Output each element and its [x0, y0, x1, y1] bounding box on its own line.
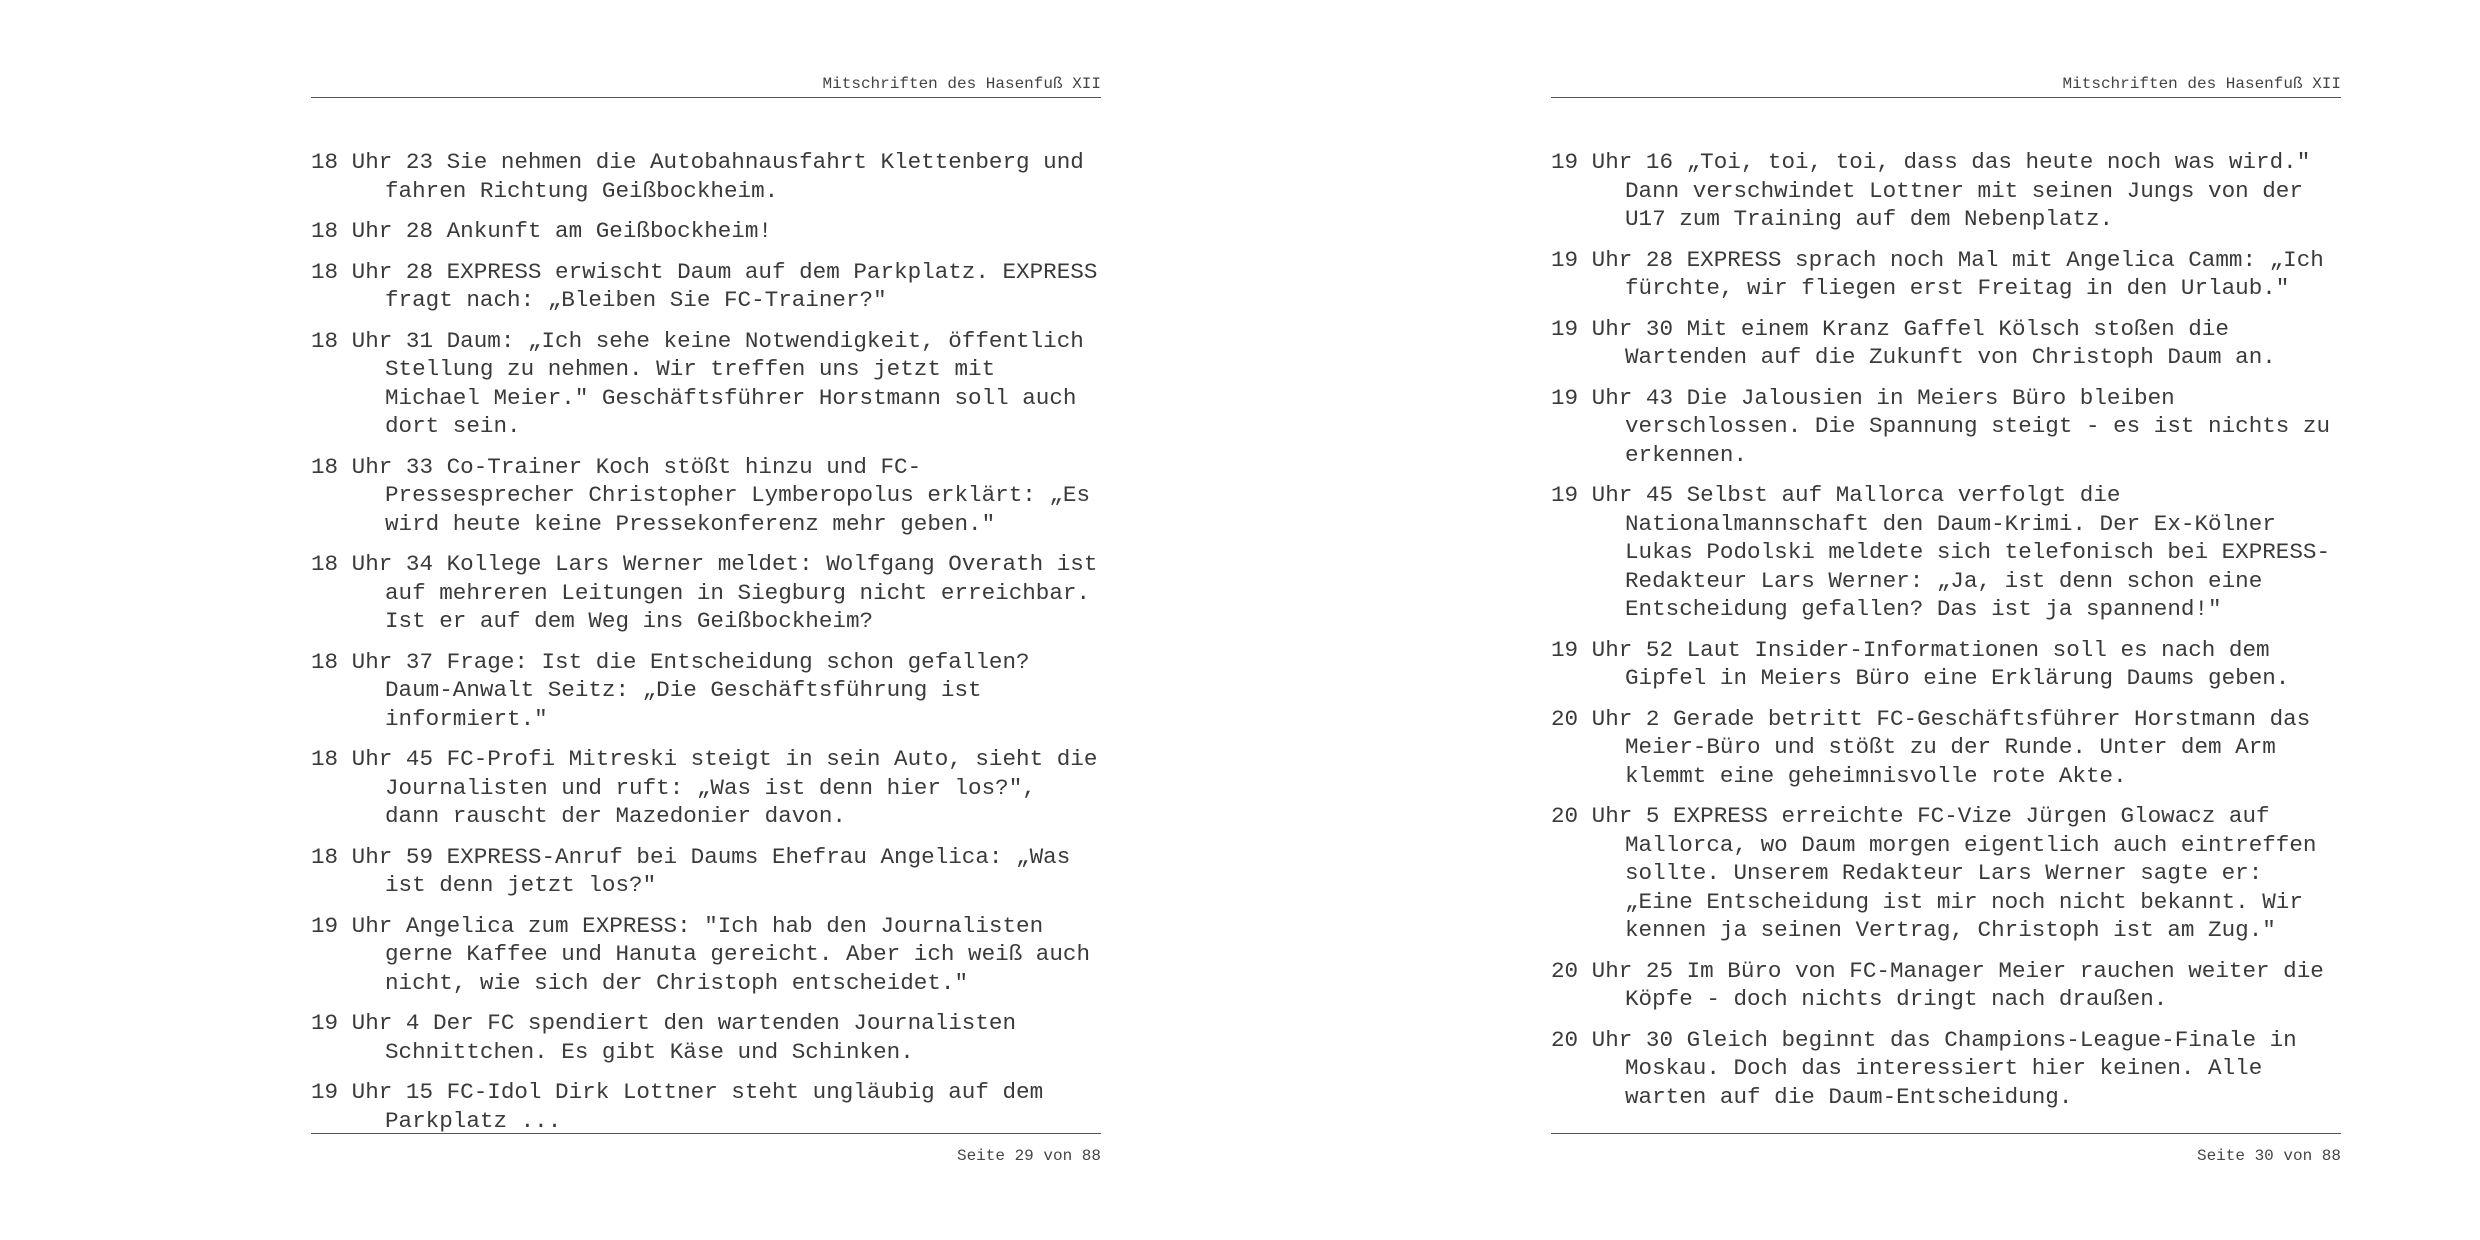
- log-entry: 18 Uhr 28 Ankunft am Geißbockheim!: [311, 218, 772, 244]
- log-entry: 19 Uhr 45 Selbst auf Mallorca verfolgt die Nationalmannschaft den Daum-Krimi. Der Ex-Kölner Lukas Podolski meldete sich telefonisch bei EXPRESS-Redakteur Lars Werner: „Ja, ist denn schon eine Entscheidung gefallen? Das ist ja spannend!": [1551, 482, 2331, 622]
- log-entry: 19 Uhr 16 „Toi, toi, toi, dass das heute noch was wird." Dann verschwindet Lottner mit seinen Jungs von der U17 zum Training auf dem Nebenplatz.: [1551, 149, 2311, 232]
- log-entry: 19 Uhr Angelica zum EXPRESS: "Ich hab den Journalisten gerne Kaffee und Hanuta gereicht. Aber ich weiß auch nicht, wie sich der Christoph entscheidet.": [311, 912, 1091, 996]
- left-page: [311, 0, 1101, 1240]
- footer-divider: [311, 1133, 1101, 1134]
- log-entry: 20 Uhr 2 Gerade betritt FC-Geschäftsführer Horstmann das Meier-Büro und stößt zu der Runde. Unter dem Arm klemmt eine geheimnisvolle rote Akte.: [1551, 705, 2311, 789]
- log-entry: 19 Uhr 43 Die Jalousien in Meiers Büro bleiben verschlossen. Die Spannung steigt - es ist nichts zu erkennen.: [1551, 384, 2331, 468]
- log-entry: 19 Uhr 4 Der FC spendiert den wartenden Journalisten Schnittchen. Es gibt Käse und Schinken.: [311, 1010, 1017, 1065]
- page-header: Mitschriften des Hasenfuß XII: [2062, 75, 2341, 93]
- log-entry: 18 Uhr 31 Daum: „Ich sehe keine Notwendigkeit, öffentlich Stellung zu nehmen. Wir treffen uns jetzt mit Michael Meier." Geschäftsführer Horstmann soll auch dort sein.: [311, 327, 1084, 439]
- log-entry: 20 Uhr 5 EXPRESS erreichte FC-Vize Jürgen Glowacz auf Mallorca, wo Daum morgen eigentlich auch eintreffen sollte. Unserem Redakteur Lars Werner sagte er: „Eine Entscheidung ist mir noch nicht bekannt. Wir kennen ja seinen Vertrag, Christoph ist am Zug.": [1551, 803, 2317, 943]
- header-divider: [311, 97, 1101, 98]
- footer-divider: [1551, 1133, 2341, 1134]
- entry-list: [1551, 148, 2341, 1123]
- log-entry: 20 Uhr 25 Im Büro von FC-Manager Meier rauchen weiter die Köpfe - doch nichts dringt nach draußen.: [1551, 957, 2324, 1012]
- log-entry: 19 Uhr 52 Laut Insider-Informationen soll es nach dem Gipfel in Meiers Büro eine Erklärung Daums geben.: [1551, 636, 2290, 691]
- right-page: [1551, 0, 2341, 1240]
- log-entry: 18 Uhr 45 FC-Profi Mitreski steigt in sein Auto, sieht die Journalisten und ruft: „Was ist denn hier los?", dann rauscht der Mazedonier davon.: [311, 746, 1098, 829]
- page-number: Seite 29 von 88: [956, 1147, 1101, 1165]
- log-entry: 18 Uhr 37 Frage: Ist die Entscheidung schon gefallen? Daum-Anwalt Seitz: „Die Geschäftsführung ist informiert.": [311, 648, 1030, 732]
- log-entry: 18 Uhr 59 EXPRESS-Anruf bei Daums Ehefrau Angelica: „Was ist denn jetzt los?": [311, 843, 1071, 898]
- log-entry: 18 Uhr 33 Co-Trainer Koch stößt hinzu und FC-Pressesprecher Christopher Lymberopolus erklärt: „Es wird heute keine Pressekonferenz mehr geben.": [311, 453, 1091, 537]
- page-number: Seite 30 von 88: [2196, 1147, 2341, 1165]
- log-entry: 19 Uhr 30 Mit einem Kranz Gaffel Kölsch stoßen die Wartenden auf die Zukunft von Christoph Daum an.: [1551, 315, 2276, 370]
- entry-list: [311, 148, 1101, 1147]
- log-entry: 18 Uhr 34 Kollege Lars Werner meldet: Wolfgang Overath ist auf mehreren Leitungen in Siegburg nicht erreichbar. Ist er auf dem Weg ins Geißbockheim?: [311, 551, 1098, 634]
- page-header: Mitschriften des Hasenfuß XII: [822, 75, 1101, 93]
- log-entry: 20 Uhr 30 Gleich beginnt das Champions-League-Finale in Moskau. Doch das interessiert hier keinen. Alle warten auf die Daum-Entscheidung.: [1551, 1026, 2297, 1110]
- log-entry: 18 Uhr 23 Sie nehmen die Autobahnausfahrt Klettenberg und fahren Richtung Geißbockheim.: [311, 149, 1084, 204]
- log-entry: 19 Uhr 15 FC-Idol Dirk Lottner steht ungläubig auf dem Parkplatz ...: [311, 1079, 1044, 1134]
- header-divider: [1551, 97, 2341, 98]
- log-entry: 19 Uhr 28 EXPRESS sprach noch Mal mit Angelica Camm: „Ich fürchte, wir fliegen erst Freitag in den Urlaub.": [1551, 246, 2324, 301]
- log-entry: 18 Uhr 28 EXPRESS erwischt Daum auf dem Parkplatz. EXPRESS fragt nach: „Bleiben Sie FC-Trainer?": [311, 258, 1098, 313]
